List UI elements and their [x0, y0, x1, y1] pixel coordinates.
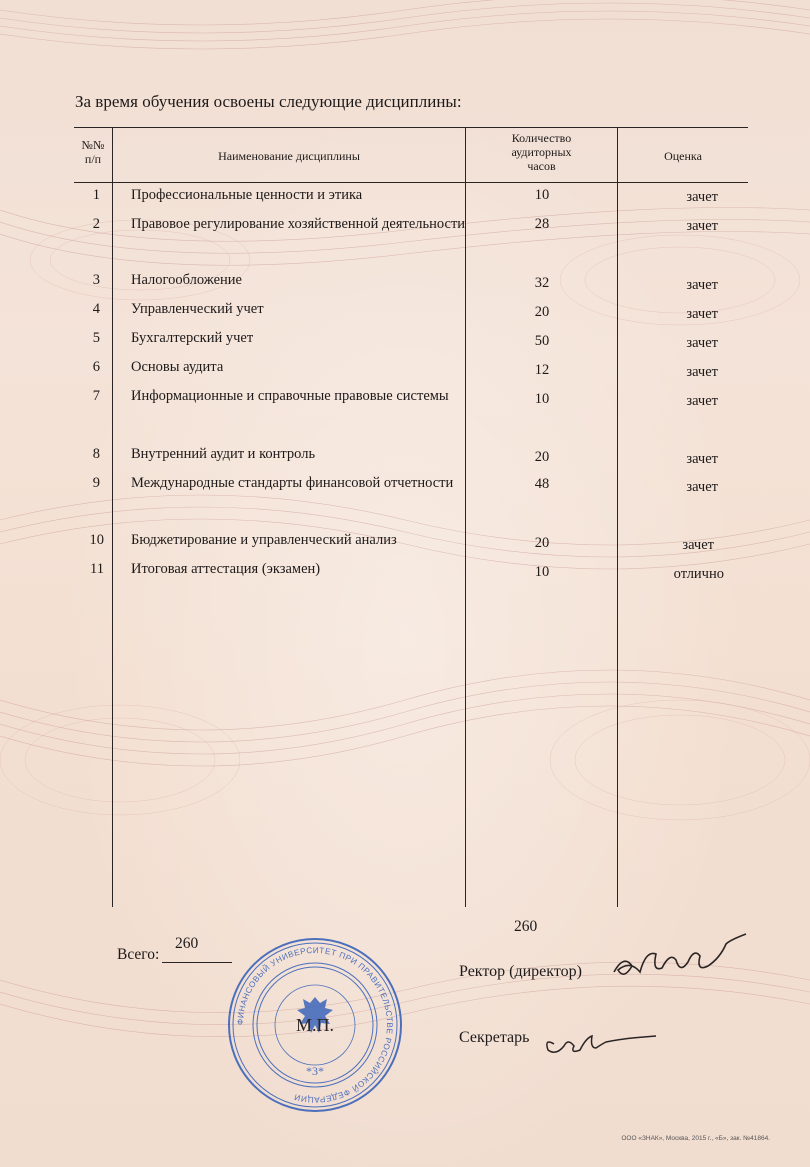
rector-signature — [612, 932, 762, 990]
header-grade: Оценка — [664, 149, 702, 163]
total-underline — [162, 962, 232, 963]
row-num: 5 — [92, 330, 100, 346]
row-num: 2 — [92, 216, 100, 232]
row-grade: зачет — [686, 451, 718, 467]
row-hours: 48 — [534, 476, 550, 492]
row-hours: 50 — [534, 333, 550, 349]
table-top-border — [74, 127, 748, 128]
row-name: Бюджетирование и управленческий анализ — [131, 532, 397, 548]
printer-note: ООО «ЗНАК», Москва, 2015 г., «Б», зак. №41864. — [621, 1135, 770, 1142]
row-name: Основы аудита — [131, 359, 224, 375]
column-divider-3 — [617, 127, 618, 907]
row-num: 11 — [90, 561, 104, 577]
column-divider-2 — [465, 127, 466, 907]
row-hours: 20 — [534, 449, 550, 465]
row-num: 7 — [92, 388, 100, 404]
row-name: Итоговая аттестация (экзамен) — [131, 561, 321, 577]
row-grade: зачет — [686, 393, 718, 409]
row-name: Информационные и справочные правовые системы — [131, 388, 449, 404]
stamp-center-text: М.П. — [295, 1015, 335, 1035]
row-name: Правовое регулирование хозяйственной деятельности — [131, 216, 466, 232]
row-hours: 32 — [534, 275, 550, 291]
row-hours: 20 — [534, 304, 550, 320]
row-hours: 10 — [534, 564, 550, 580]
secretary-signature — [540, 1022, 660, 1062]
row-num: 9 — [92, 475, 100, 491]
header-hours-line1: Количество — [511, 131, 572, 145]
row-num: 4 — [92, 301, 100, 317]
row-grade: зачет — [686, 218, 718, 234]
header-num-line2: п/п — [84, 152, 102, 166]
stamp-bottom-text: *3* — [306, 1064, 324, 1078]
row-num: 3 — [92, 272, 100, 288]
row-hours: 12 — [534, 362, 550, 378]
row-hours: 10 — [534, 187, 550, 203]
row-grade: зачет — [686, 189, 718, 205]
row-grade: зачет — [682, 537, 714, 553]
official-stamp — [225, 935, 405, 1115]
row-name: Международные стандарты финансовой отчетности — [131, 475, 454, 491]
total-value: 260 — [175, 935, 199, 952]
page-heading: За время обучения освоены следующие дисциплины: — [75, 92, 462, 111]
column-divider-1 — [112, 127, 113, 907]
row-grade: зачет — [686, 479, 718, 495]
column-total-hours: 260 — [514, 918, 538, 935]
row-grade: отлично — [673, 566, 724, 582]
row-num: 8 — [92, 446, 100, 462]
row-hours: 28 — [534, 216, 550, 232]
row-grade: зачет — [686, 277, 718, 293]
header-hours-line3: часов — [527, 159, 556, 173]
row-hours: 20 — [534, 535, 550, 551]
row-name: Налогообложение — [131, 272, 242, 288]
total-label: Всего: — [117, 946, 160, 963]
header-num — [74, 138, 112, 166]
header-hours-line2: аудиторных — [511, 145, 572, 159]
header-hours — [466, 131, 617, 173]
row-hours: 10 — [534, 391, 550, 407]
row-name: Профессиональные ценности и этика — [131, 187, 363, 203]
header-num-line1: №№ — [81, 138, 105, 152]
row-grade: зачет — [686, 306, 718, 322]
rector-label: Ректор (директор) — [459, 963, 582, 980]
row-num: 6 — [92, 359, 100, 375]
row-name: Управленческий учет — [131, 301, 264, 317]
header-name: Наименование дисциплины — [218, 149, 360, 163]
row-grade: зачет — [686, 364, 718, 380]
secretary-label: Секретарь — [459, 1029, 530, 1046]
row-num: 1 — [92, 187, 100, 203]
stamp-ring-text: ФИНАНСОВЫЙ УНИВЕРСИТЕТ ПРИ ПРАВИТЕЛЬСТВЕ РОССИЙСКОЙ ФЕДЕРАЦИИ — [235, 945, 395, 1105]
row-name: Бухгалтерский учет — [131, 330, 254, 346]
row-grade: зачет — [686, 335, 718, 351]
row-num: 10 — [89, 532, 104, 548]
row-name: Внутренний аудит и контроль — [131, 446, 316, 462]
